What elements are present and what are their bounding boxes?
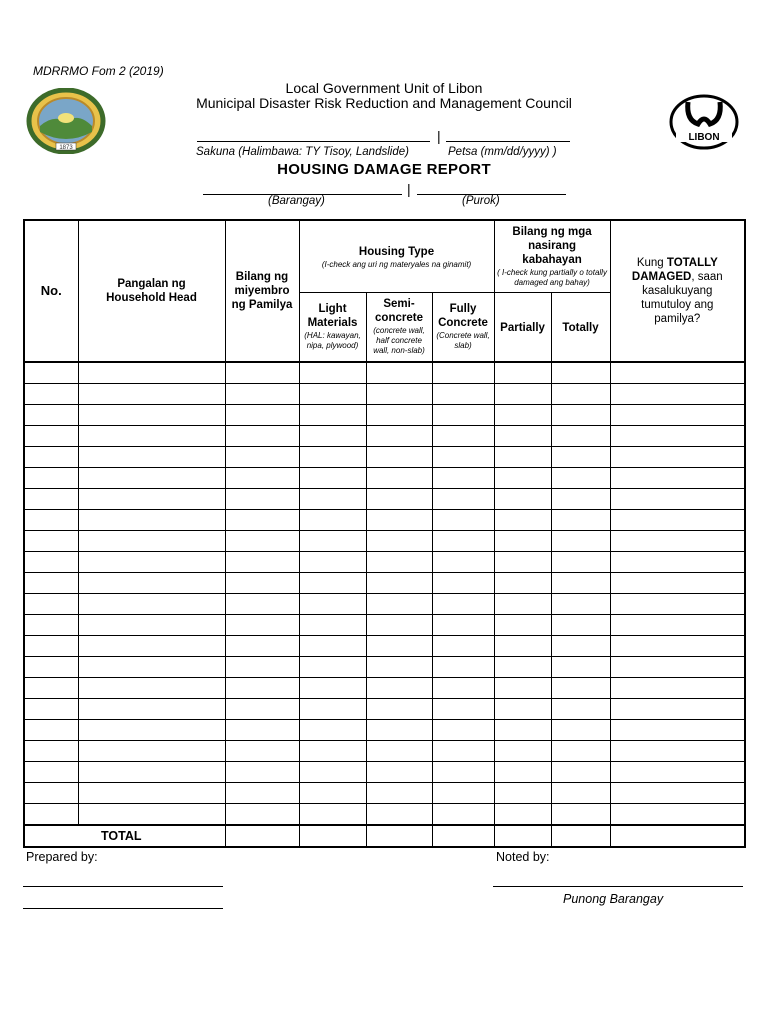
table-cell[interactable]: [494, 447, 551, 468]
libon-logo: [668, 94, 740, 150]
table-cell[interactable]: [494, 489, 551, 510]
table-cell[interactable]: [366, 384, 432, 405]
table-cell[interactable]: [551, 636, 610, 657]
table-cell[interactable]: [610, 384, 745, 405]
table-cell[interactable]: [299, 447, 366, 468]
table-cell[interactable]: [432, 699, 494, 720]
table-cell[interactable]: [610, 636, 745, 657]
table-row: [24, 804, 745, 826]
header-household-head: Pangalan ng Household Head: [78, 220, 225, 362]
table-cell[interactable]: [551, 783, 610, 804]
table-cell[interactable]: [494, 804, 551, 826]
table-cell[interactable]: [78, 405, 225, 426]
table-cell[interactable]: [78, 762, 225, 783]
table-cell[interactable]: [366, 468, 432, 489]
table-cell[interactable]: [225, 678, 299, 699]
table-cell[interactable]: [366, 699, 432, 720]
table-cell[interactable]: [432, 573, 494, 594]
table-cell[interactable]: [24, 699, 78, 720]
table-cell[interactable]: [366, 678, 432, 699]
table-cell[interactable]: [432, 362, 494, 384]
table-cell[interactable]: [24, 657, 78, 678]
table-cell[interactable]: [610, 699, 745, 720]
table-cell[interactable]: [610, 468, 745, 489]
table-cell[interactable]: [432, 531, 494, 552]
table-cell[interactable]: [610, 741, 745, 762]
table-cell[interactable]: [225, 447, 299, 468]
table-cell[interactable]: [225, 594, 299, 615]
table-cell[interactable]: [432, 510, 494, 531]
table-row: [24, 531, 745, 552]
table-cell[interactable]: [24, 594, 78, 615]
table-cell[interactable]: [494, 573, 551, 594]
table-cell[interactable]: [225, 720, 299, 741]
table-cell[interactable]: [24, 573, 78, 594]
table-cell[interactable]: [610, 426, 745, 447]
table-cell[interactable]: [24, 384, 78, 405]
table-cell[interactable]: [299, 678, 366, 699]
table-cell[interactable]: [299, 720, 366, 741]
header-totally: Totally: [551, 292, 610, 362]
table-cell[interactable]: [24, 362, 78, 384]
table-cell[interactable]: [366, 510, 432, 531]
table-cell[interactable]: [24, 636, 78, 657]
table-row: [24, 405, 745, 426]
table-cell[interactable]: [551, 804, 610, 826]
table-cell[interactable]: [366, 552, 432, 573]
lgu-name: Local Government Unit of Libon: [285, 80, 483, 96]
header-family-members: Bilang ng miyembro ng Pamilya: [225, 220, 299, 362]
table-cell[interactable]: [299, 384, 366, 405]
table-cell[interactable]: [78, 594, 225, 615]
total-cell[interactable]: [494, 825, 551, 847]
total-row: [24, 825, 745, 847]
table-cell[interactable]: [78, 657, 225, 678]
table-cell[interactable]: [225, 804, 299, 826]
table-cell[interactable]: [78, 489, 225, 510]
table-cell[interactable]: [610, 615, 745, 636]
table-cell[interactable]: [78, 699, 225, 720]
table-cell[interactable]: [299, 552, 366, 573]
table-cell[interactable]: [24, 720, 78, 741]
total-cell[interactable]: [610, 825, 745, 847]
table-cell[interactable]: [551, 362, 610, 384]
table-cell[interactable]: [551, 447, 610, 468]
table-cell[interactable]: [24, 426, 78, 447]
header-damaged-houses: Bilang ng mga nasirang kabahayan ( I-check kung partially o totally damaged ang bahay): [494, 220, 610, 292]
table-cell[interactable]: [494, 699, 551, 720]
table-cell[interactable]: [78, 573, 225, 594]
table-cell[interactable]: [299, 636, 366, 657]
table-row: [24, 720, 745, 741]
table-cell[interactable]: [551, 384, 610, 405]
table-cell[interactable]: [494, 362, 551, 384]
header-light-materials: Light Materials (HAL: kawayan, nipa, plywood): [299, 292, 366, 362]
report-title: HOUSING DAMAGE REPORT: [277, 161, 491, 178]
table-cell[interactable]: [225, 510, 299, 531]
table-row: [24, 552, 745, 573]
housing-damage-table: [23, 219, 746, 848]
table-row: [24, 594, 745, 615]
purok-label: (Purok): [462, 195, 500, 207]
table-cell[interactable]: [551, 489, 610, 510]
header-no: No.: [24, 220, 78, 362]
libon-logo-text: LIBON: [688, 132, 720, 143]
table-cell[interactable]: [494, 762, 551, 783]
table-cell[interactable]: [610, 657, 745, 678]
table-cell[interactable]: [299, 804, 366, 826]
table-cell[interactable]: [78, 804, 225, 826]
table-row: [24, 762, 745, 783]
table-cell[interactable]: [432, 762, 494, 783]
table-cell[interactable]: [299, 573, 366, 594]
table-cell[interactable]: [610, 531, 745, 552]
table-cell[interactable]: [432, 678, 494, 699]
table-cell[interactable]: [610, 510, 745, 531]
total-cell[interactable]: [225, 825, 299, 847]
table-cell[interactable]: [366, 804, 432, 826]
table-cell[interactable]: [366, 447, 432, 468]
table-cell[interactable]: [494, 426, 551, 447]
table-cell[interactable]: [24, 804, 78, 826]
table-cell[interactable]: [24, 489, 78, 510]
table-cell[interactable]: [299, 426, 366, 447]
table-cell[interactable]: [366, 405, 432, 426]
table-row: [24, 426, 745, 447]
prepared-by-signature-line: [23, 886, 223, 887]
table-cell[interactable]: [610, 405, 745, 426]
table-cell[interactable]: [225, 362, 299, 384]
table-cell[interactable]: [366, 762, 432, 783]
header-semi-concrete: Semi-concrete (concrete wall, half concrete wall, non-slab): [366, 292, 432, 362]
table-cell[interactable]: [551, 468, 610, 489]
table-cell[interactable]: [225, 384, 299, 405]
table-cell[interactable]: [610, 362, 745, 384]
separator: |: [407, 181, 411, 197]
petsa-label: Petsa (mm/dd/yyyy) ): [448, 146, 557, 158]
total-cell[interactable]: [366, 825, 432, 847]
table-row: [24, 384, 745, 405]
header-housing-type: Housing Type (I-check ang uri ng materyales na ginamit): [299, 220, 494, 292]
table-cell[interactable]: [24, 447, 78, 468]
sakuna-label: Sakuna (Halimbawa: TY Tisoy, Landslide): [196, 146, 409, 158]
table-cell[interactable]: [366, 720, 432, 741]
prepared-by-signature-line-2: [23, 908, 223, 909]
table-cell[interactable]: [299, 594, 366, 615]
table-row: [24, 468, 745, 489]
table-cell[interactable]: [225, 615, 299, 636]
table-cell[interactable]: [551, 405, 610, 426]
table-cell[interactable]: [494, 678, 551, 699]
table-cell[interactable]: [78, 384, 225, 405]
form-code: MDRRMO Fom 2 (2019): [33, 64, 164, 78]
table-cell[interactable]: [225, 405, 299, 426]
table-cell[interactable]: [610, 489, 745, 510]
table-row: [24, 699, 745, 720]
table-cell[interactable]: [551, 699, 610, 720]
table-row: [24, 741, 745, 762]
header-partially: Partially: [494, 292, 551, 362]
table-cell[interactable]: [225, 783, 299, 804]
table-cell[interactable]: [299, 362, 366, 384]
table-cell[interactable]: [432, 783, 494, 804]
table-cell[interactable]: [494, 783, 551, 804]
table-cell[interactable]: [78, 447, 225, 468]
table-cell[interactable]: [432, 741, 494, 762]
table-cell[interactable]: [610, 804, 745, 826]
table-cell[interactable]: [494, 384, 551, 405]
table-row: [24, 783, 745, 804]
table-row: [24, 510, 745, 531]
table-cell[interactable]: [299, 657, 366, 678]
table-cell[interactable]: [78, 783, 225, 804]
punong-barangay-label: Punong Barangay: [563, 892, 664, 906]
table-cell[interactable]: [551, 615, 610, 636]
table-cell[interactable]: [366, 362, 432, 384]
table-cell[interactable]: [24, 405, 78, 426]
table-row: [24, 657, 745, 678]
table-cell[interactable]: [551, 510, 610, 531]
table-cell[interactable]: [299, 531, 366, 552]
table-cell[interactable]: [610, 678, 745, 699]
table-cell[interactable]: [225, 552, 299, 573]
table-cell[interactable]: [432, 615, 494, 636]
table-cell[interactable]: [494, 636, 551, 657]
table-cell[interactable]: [299, 489, 366, 510]
table-cell[interactable]: [78, 510, 225, 531]
table-row: [24, 489, 745, 510]
table-row: [24, 447, 745, 468]
table-cell[interactable]: [432, 804, 494, 826]
separator: |: [437, 128, 441, 144]
table-cell[interactable]: [225, 489, 299, 510]
table-cell[interactable]: [551, 741, 610, 762]
table-cell[interactable]: [24, 741, 78, 762]
table-cell[interactable]: [78, 615, 225, 636]
table-cell[interactable]: [494, 405, 551, 426]
table-cell[interactable]: [225, 636, 299, 657]
table-cell[interactable]: [551, 657, 610, 678]
table-cell[interactable]: [432, 468, 494, 489]
table-cell[interactable]: [610, 573, 745, 594]
table-cell[interactable]: [494, 615, 551, 636]
table-cell[interactable]: [225, 468, 299, 489]
petsa-line: [446, 141, 570, 142]
svg-text:1873: 1873: [59, 145, 73, 151]
total-cell[interactable]: [432, 825, 494, 847]
table-cell[interactable]: [24, 510, 78, 531]
table-cell[interactable]: [432, 405, 494, 426]
table-cell[interactable]: [78, 362, 225, 384]
table-cell[interactable]: [494, 531, 551, 552]
table-cell[interactable]: [432, 636, 494, 657]
table-cell[interactable]: [24, 678, 78, 699]
table-cell[interactable]: [432, 489, 494, 510]
table-cell[interactable]: [551, 678, 610, 699]
table-cell[interactable]: [432, 384, 494, 405]
table-cell[interactable]: [225, 699, 299, 720]
header-fully-concrete: Fully Concrete (Concrete wall, slab): [432, 292, 494, 362]
noted-by-label: Noted by:: [496, 850, 550, 864]
table-cell[interactable]: [24, 783, 78, 804]
table-cell[interactable]: [610, 783, 745, 804]
table-cell[interactable]: [299, 741, 366, 762]
table-cell[interactable]: [299, 468, 366, 489]
table-cell[interactable]: [432, 447, 494, 468]
table-cell[interactable]: [78, 720, 225, 741]
table-cell[interactable]: [551, 573, 610, 594]
table-cell[interactable]: [551, 594, 610, 615]
table-cell[interactable]: [494, 657, 551, 678]
table-cell[interactable]: [24, 531, 78, 552]
table-cell[interactable]: [299, 762, 366, 783]
table-cell[interactable]: [494, 594, 551, 615]
table-cell[interactable]: [610, 447, 745, 468]
table-cell[interactable]: [366, 636, 432, 657]
table-cell[interactable]: [299, 699, 366, 720]
table-cell[interactable]: [225, 741, 299, 762]
council-name: Municipal Disaster Risk Reduction and Management Council: [196, 95, 572, 111]
table-row: [24, 615, 745, 636]
table-cell[interactable]: [225, 762, 299, 783]
table-cell[interactable]: [78, 741, 225, 762]
table-cell[interactable]: [551, 426, 610, 447]
table-cell[interactable]: [494, 510, 551, 531]
table-cell[interactable]: [24, 615, 78, 636]
table-row: [24, 678, 745, 699]
table-cell[interactable]: [432, 552, 494, 573]
total-cell[interactable]: [551, 825, 610, 847]
table-cell[interactable]: [225, 573, 299, 594]
table-row: [24, 573, 745, 594]
table-cell[interactable]: [494, 468, 551, 489]
table-cell[interactable]: [299, 783, 366, 804]
table-cell[interactable]: [432, 657, 494, 678]
table-cell[interactable]: [299, 510, 366, 531]
prepared-by-label: Prepared by:: [26, 850, 98, 864]
table-cell[interactable]: [366, 531, 432, 552]
table-cell[interactable]: [432, 426, 494, 447]
table-cell[interactable]: [366, 657, 432, 678]
table-cell[interactable]: [366, 426, 432, 447]
table-cell[interactable]: [610, 720, 745, 741]
total-label: TOTAL: [24, 825, 225, 847]
sakuna-line: [197, 141, 430, 142]
table-row: [24, 636, 745, 657]
table-cell[interactable]: [366, 594, 432, 615]
table-cell[interactable]: [432, 594, 494, 615]
table-cell[interactable]: [551, 762, 610, 783]
table-cell[interactable]: [494, 720, 551, 741]
header-current-shelter: Kung TOTALLY DAMAGED, saan kasalukuyang tumutuloy ang pamilya?: [610, 220, 745, 362]
table-cell[interactable]: [225, 531, 299, 552]
table-cell[interactable]: [225, 426, 299, 447]
table-cell[interactable]: [24, 762, 78, 783]
table-cell[interactable]: [366, 489, 432, 510]
table-cell[interactable]: [24, 552, 78, 573]
table-cell[interactable]: [432, 720, 494, 741]
table-cell[interactable]: [78, 468, 225, 489]
total-cell[interactable]: [299, 825, 366, 847]
table-cell[interactable]: [299, 615, 366, 636]
table-cell[interactable]: [366, 741, 432, 762]
noted-by-signature-line: [493, 886, 743, 887]
table-cell[interactable]: [78, 678, 225, 699]
table-cell[interactable]: [366, 615, 432, 636]
table-cell[interactable]: [24, 468, 78, 489]
table-cell[interactable]: [551, 531, 610, 552]
table-cell[interactable]: [610, 594, 745, 615]
table-cell[interactable]: [494, 552, 551, 573]
table-cell[interactable]: [78, 426, 225, 447]
table-cell[interactable]: [551, 552, 610, 573]
table-cell[interactable]: [299, 405, 366, 426]
table-cell[interactable]: [610, 762, 745, 783]
table-cell[interactable]: [225, 657, 299, 678]
table-cell[interactable]: [494, 741, 551, 762]
table-cell[interactable]: [78, 636, 225, 657]
table-cell[interactable]: [366, 573, 432, 594]
table-cell[interactable]: [78, 552, 225, 573]
table-cell[interactable]: [551, 720, 610, 741]
table-row: [24, 362, 745, 384]
table-cell[interactable]: [366, 783, 432, 804]
barangay-label: (Barangay): [268, 195, 325, 207]
table-cell[interactable]: [610, 552, 745, 573]
table-cell[interactable]: [78, 531, 225, 552]
